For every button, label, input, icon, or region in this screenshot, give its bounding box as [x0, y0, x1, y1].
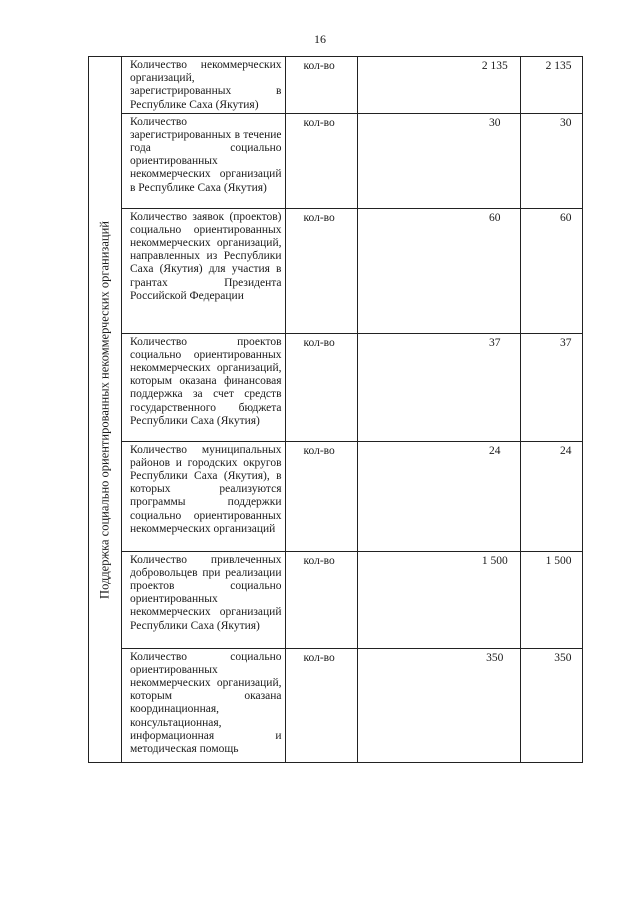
indicator-name: Количество некоммерческих организаций, зарегистрированных в Республике Саха (Якутия)	[122, 57, 285, 113]
indicator-name: Количество зарегистрированных в течение года социально ориентированных некоммерческих организаций в Республике Саха (Якутия)	[122, 113, 285, 208]
empty-cell	[357, 648, 470, 762]
unit-cell: кол-во	[285, 208, 357, 333]
indicator-name: Количество привлеченных добровольцев при реализации проектов социально ориентированных некоммерческих организаций Республики Саха (Якутия)	[122, 551, 285, 648]
indicator-name: Количество заявок (проектов) социально ориентированных некоммерческих организаций, направленных из Республики Саха (Якутия) для участия в грантах Президента Российской Федерации	[122, 208, 285, 333]
value-cell: 350	[470, 648, 520, 762]
value-cell: 37	[470, 333, 520, 441]
metrics-table	[122, 57, 583, 762]
indicator-name: Количество социально ориентированных некоммерческих организаций, которым оказана координационная, консультационная, информационная и методическая помощь	[122, 648, 285, 762]
indicator-name: Количество муниципальных районов и городских округов Республики Саха (Якутия), в которых реализуются программы поддержки социально ориентированных некоммерческих организаций	[122, 441, 285, 551]
value-cell: 30	[520, 113, 582, 208]
unit-cell: кол-во	[285, 113, 357, 208]
unit-cell: кол-во	[285, 648, 357, 762]
value-cell: 30	[470, 113, 520, 208]
unit-cell: кол-во	[285, 551, 357, 648]
empty-cell	[357, 551, 470, 648]
table-row	[122, 57, 582, 113]
page-number: 16	[314, 32, 326, 46]
empty-cell	[357, 113, 470, 208]
value-cell: 24	[470, 441, 520, 551]
value-cell: 24	[520, 441, 582, 551]
indicators-table	[88, 56, 583, 763]
value-cell: 350	[520, 648, 582, 762]
value-cell: 1 500	[520, 551, 582, 648]
value-cell: 1 500	[470, 551, 520, 648]
value-cell: 2 135	[520, 57, 582, 113]
table-row	[122, 208, 582, 333]
empty-cell	[357, 208, 470, 333]
empty-cell	[357, 441, 470, 551]
table-row	[122, 551, 582, 648]
unit-cell: кол-во	[285, 333, 357, 441]
value-cell: 37	[520, 333, 582, 441]
empty-cell	[357, 57, 470, 113]
unit-cell: кол-во	[285, 57, 357, 113]
value-cell: 60	[470, 208, 520, 333]
indicator-name: Количество проектов социально ориентированных некоммерческих организаций, которым оказана финансовая поддержка за счет средств государственного бюджета Республики Саха (Якутия)	[122, 333, 285, 441]
unit-cell: кол-во	[285, 441, 357, 551]
section-label: Поддержка социально ориентированных некоммерческих организаций	[97, 220, 112, 599]
table-row	[122, 333, 582, 441]
table-row	[122, 113, 582, 208]
value-cell: 2 135	[470, 57, 520, 113]
section-column	[89, 57, 122, 762]
table-row	[122, 648, 582, 762]
empty-cell	[357, 333, 470, 441]
value-cell: 60	[520, 208, 582, 333]
table-row	[122, 441, 582, 551]
